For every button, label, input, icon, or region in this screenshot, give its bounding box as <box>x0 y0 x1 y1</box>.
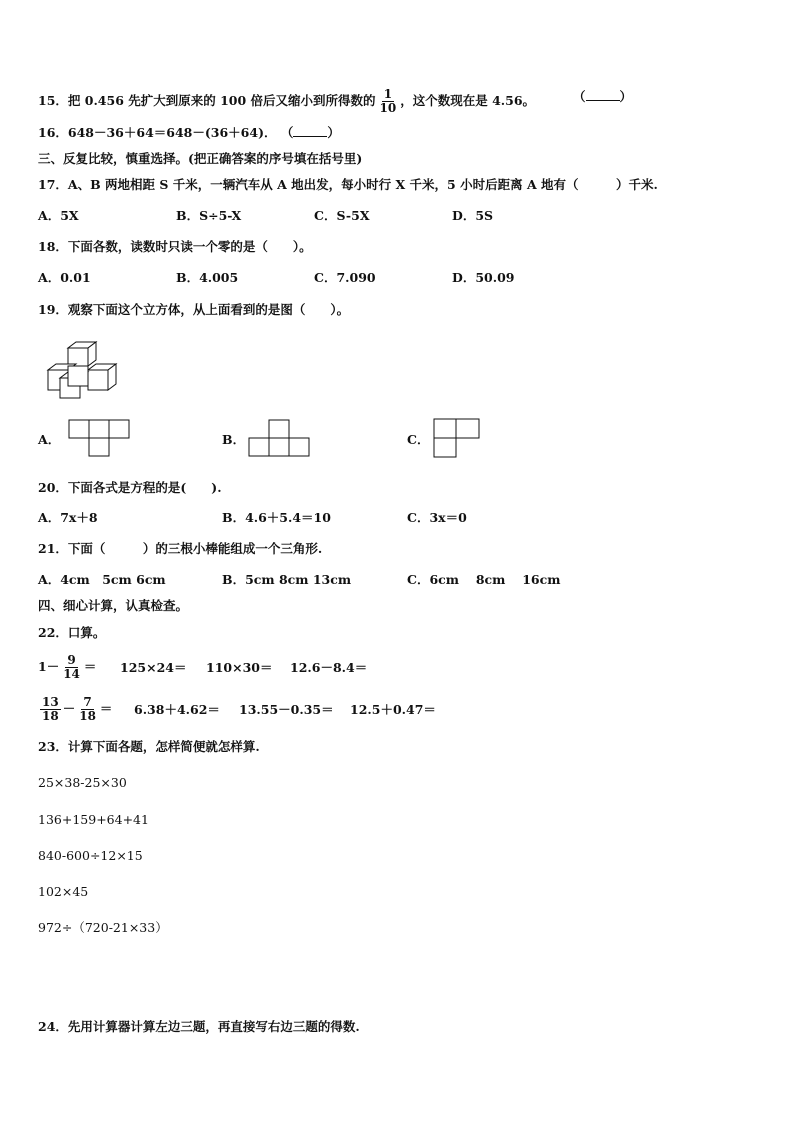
question-24: 24．先用计算器计算左边三题，再直接写右边三题的得数. <box>38 1019 360 1034</box>
q15-answer-blank[interactable]: （ ） <box>573 89 633 104</box>
q20-option-a[interactable]: A．7x＋8 <box>38 510 98 525</box>
q18-option-a[interactable]: A．0.01 <box>38 270 91 285</box>
top-view-a-icon <box>68 419 132 459</box>
q16-answer-blank[interactable]: （ ） <box>280 125 340 140</box>
q22-row-1: 1－ $\frac{9}{14}$ ＝ <box>38 653 97 681</box>
q22-item-12.5+0.47: 12.5＋0.47＝ <box>350 702 436 717</box>
q22-item-125x24: 125×24＝ <box>120 660 187 675</box>
q15-fraction: $\frac{1}{10}$ <box>379 87 397 115</box>
question-20: 20．下面各式是方程的是( ). <box>38 480 222 495</box>
question-17: 17．A、B 两地相距 S 千米，一辆汽车从 A 地出发，每小时行 X 千米，5 小时后距离 A 地有（ ）千米. <box>38 177 658 192</box>
question-16: 16．648－36＋64＝648－(36＋64)． （ ） <box>38 125 340 140</box>
q17-option-b[interactable]: B．S÷5-X <box>176 208 242 223</box>
q21-option-a[interactable]: A．4cm 5cm 6cm <box>38 572 166 587</box>
section-3-heading: 三、反复比较，慎重选择。(把正确答案的序号填在括号里) <box>38 151 363 166</box>
question-18: 18．下面各数，读数时只读一个零的是（ ）。 <box>38 239 312 254</box>
q15-prefix: 15．把 0.456 先扩大到原来的 100 倍后又缩小到所得数的 <box>38 93 376 108</box>
top-view-c-icon <box>433 418 483 460</box>
q22-row-2: $\frac{13}{18}$ － $\frac{7}{18}$ ＝ <box>42 695 113 723</box>
q22-fraction-9-14: $\frac{9}{14}$ <box>63 653 80 681</box>
q18-option-b[interactable]: B．4.005 <box>176 270 239 285</box>
q23-item-4: 102×45 <box>38 884 89 899</box>
q20-option-c[interactable]: C．3x＝0 <box>407 510 467 525</box>
q23-item-1: 25×38-25×30 <box>38 775 127 790</box>
q17-option-d[interactable]: D．5S <box>452 208 494 223</box>
cube-stack-figure <box>44 340 124 400</box>
q17-option-c[interactable]: C．S-5X <box>314 208 370 223</box>
q17-option-a[interactable]: A．5X <box>38 208 79 223</box>
question-15 <box>38 88 535 115</box>
q20-option-b[interactable]: B．4.6＋5.4＝10 <box>222 510 331 525</box>
question-21: 21．下面（ ）的三根小棒能组成一个三角形. <box>38 541 323 556</box>
q22-item-13.55-0.35: 13.55－0.35＝ <box>239 702 334 717</box>
q23-item-2: 136+159+64+41 <box>38 812 149 827</box>
q19-option-b[interactable]: B． <box>222 432 246 447</box>
q23-item-5: 972÷（720-21×33） <box>38 920 168 935</box>
question-19: 19．观察下面这个立方体，从上面看到的是图（ ）。 <box>38 302 350 317</box>
q22-item-12.6-8.4: 12.6－8.4＝ <box>290 660 368 675</box>
q18-option-d[interactable]: D．50.09 <box>452 270 515 285</box>
q21-option-b[interactable]: B．5cm 8cm 13cm <box>222 572 352 587</box>
q22-fraction-7-18: $\frac{7}{18}$ <box>79 695 96 723</box>
q22-fraction-13-18: $\frac{13}{18}$ <box>42 695 59 723</box>
q19-option-a[interactable]: A． <box>38 432 61 447</box>
q22-item-6.38+4.62: 6.38＋4.62＝ <box>134 702 220 717</box>
section-4-heading: 四、细心计算，认真检查。 <box>38 598 189 613</box>
q18-option-c[interactable]: C．7.090 <box>314 270 376 285</box>
q15-suffix: ，这个数现在是 4.56。 <box>400 93 536 108</box>
top-view-b-icon <box>248 419 312 459</box>
question-22: 22．口算。 <box>38 625 106 640</box>
question-23: 23．计算下面各题，怎样简便就怎样算. <box>38 739 260 754</box>
q19-option-c[interactable]: C． <box>407 432 430 447</box>
q23-item-3: 840-600÷12×15 <box>38 848 143 863</box>
q22-item-110x30: 110×30＝ <box>206 660 273 675</box>
q21-option-c[interactable]: C．6cm 8cm 16cm <box>407 572 561 587</box>
